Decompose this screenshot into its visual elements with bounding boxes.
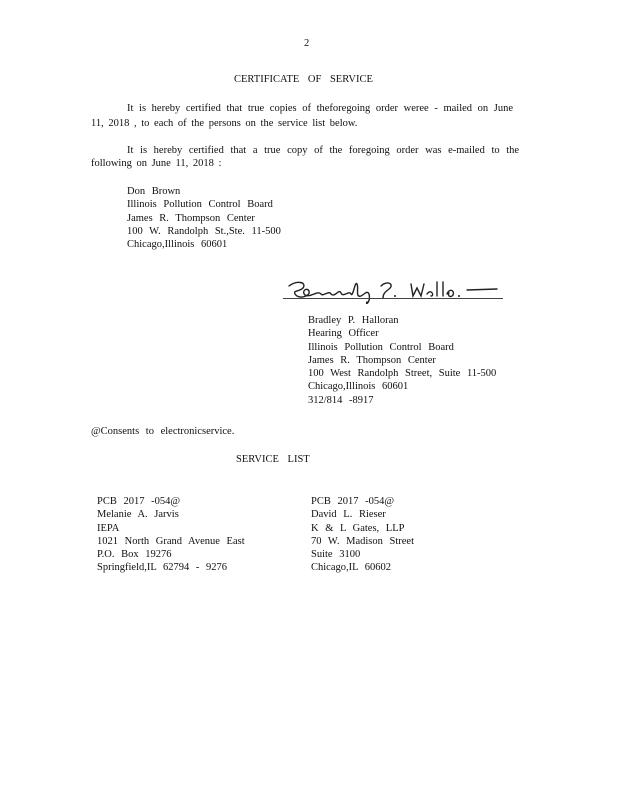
signer-line: Hearing Officer — [308, 328, 379, 340]
signer-line: Chicago,Illinois 60601 — [308, 381, 409, 393]
certificate-title: CERTIFICATE OF SERVICE — [234, 74, 373, 85]
consent-note: @Consents to electronicservice. — [91, 426, 235, 437]
service-line: David L. Rieser — [311, 509, 386, 521]
service-line: Melanie A. Jarvis — [97, 509, 179, 521]
service-line: PCB 2017 -054@ — [311, 496, 395, 507]
service-list-right-entry — [311, 495, 414, 575]
paragraph-line: 11, 2018 , to each of the persons on the service list below. — [91, 118, 358, 129]
signer-line: 100 West Randolph Street, Suite 11-500 — [308, 368, 497, 380]
handwritten-signature — [283, 276, 508, 304]
service-line: 1021 North Grand Avenue East — [97, 535, 245, 547]
recipient-line: Illinois Pollution Control Board — [127, 199, 273, 211]
signer-line: Illinois Pollution Control Board — [308, 341, 454, 353]
service-list-left-entry — [97, 495, 245, 575]
page-number: 2 — [304, 38, 310, 49]
paragraph-line: following on June 11, 2018 : — [91, 158, 222, 169]
signer-line: Bradley P. Halloran — [308, 315, 399, 326]
service-line: PCB 2017 -054@ — [97, 496, 181, 507]
recipient-line: 100 W. Randolph St.,Ste. 11-500 — [127, 225, 281, 237]
service-list-title: SERVICE LIST — [236, 454, 310, 465]
paragraph-line: It is hereby certified that true copies of theforegoing order weree - mailed on June — [127, 103, 514, 114]
service-line: IEPA — [97, 522, 120, 534]
service-line: P.O. Box 19276 — [97, 549, 172, 561]
recipient-line: James R. Thompson Center — [127, 212, 255, 224]
service-line: Suite 3100 — [311, 549, 361, 561]
paragraph-line: It is hereby certified that a true copy of the foregoing order was e-mailed to the — [127, 145, 520, 156]
service-line: Springfield,IL 62794 - 9276 — [97, 562, 228, 574]
signer-line: James R. Thompson Center — [308, 354, 436, 366]
service-line: Chicago,IL 60602 — [311, 562, 392, 574]
recipient-address-block — [127, 185, 281, 251]
recipient-line: Don Brown — [127, 186, 181, 197]
signer-line: 312/814 -8917 — [308, 394, 374, 406]
signature-line — [283, 298, 503, 299]
recipient-line: Chicago,Illinois 60601 — [127, 239, 228, 251]
signer-block — [308, 314, 496, 407]
service-line: 70 W. Madison Street — [311, 535, 414, 547]
service-line: K & L Gates, LLP — [311, 522, 405, 534]
